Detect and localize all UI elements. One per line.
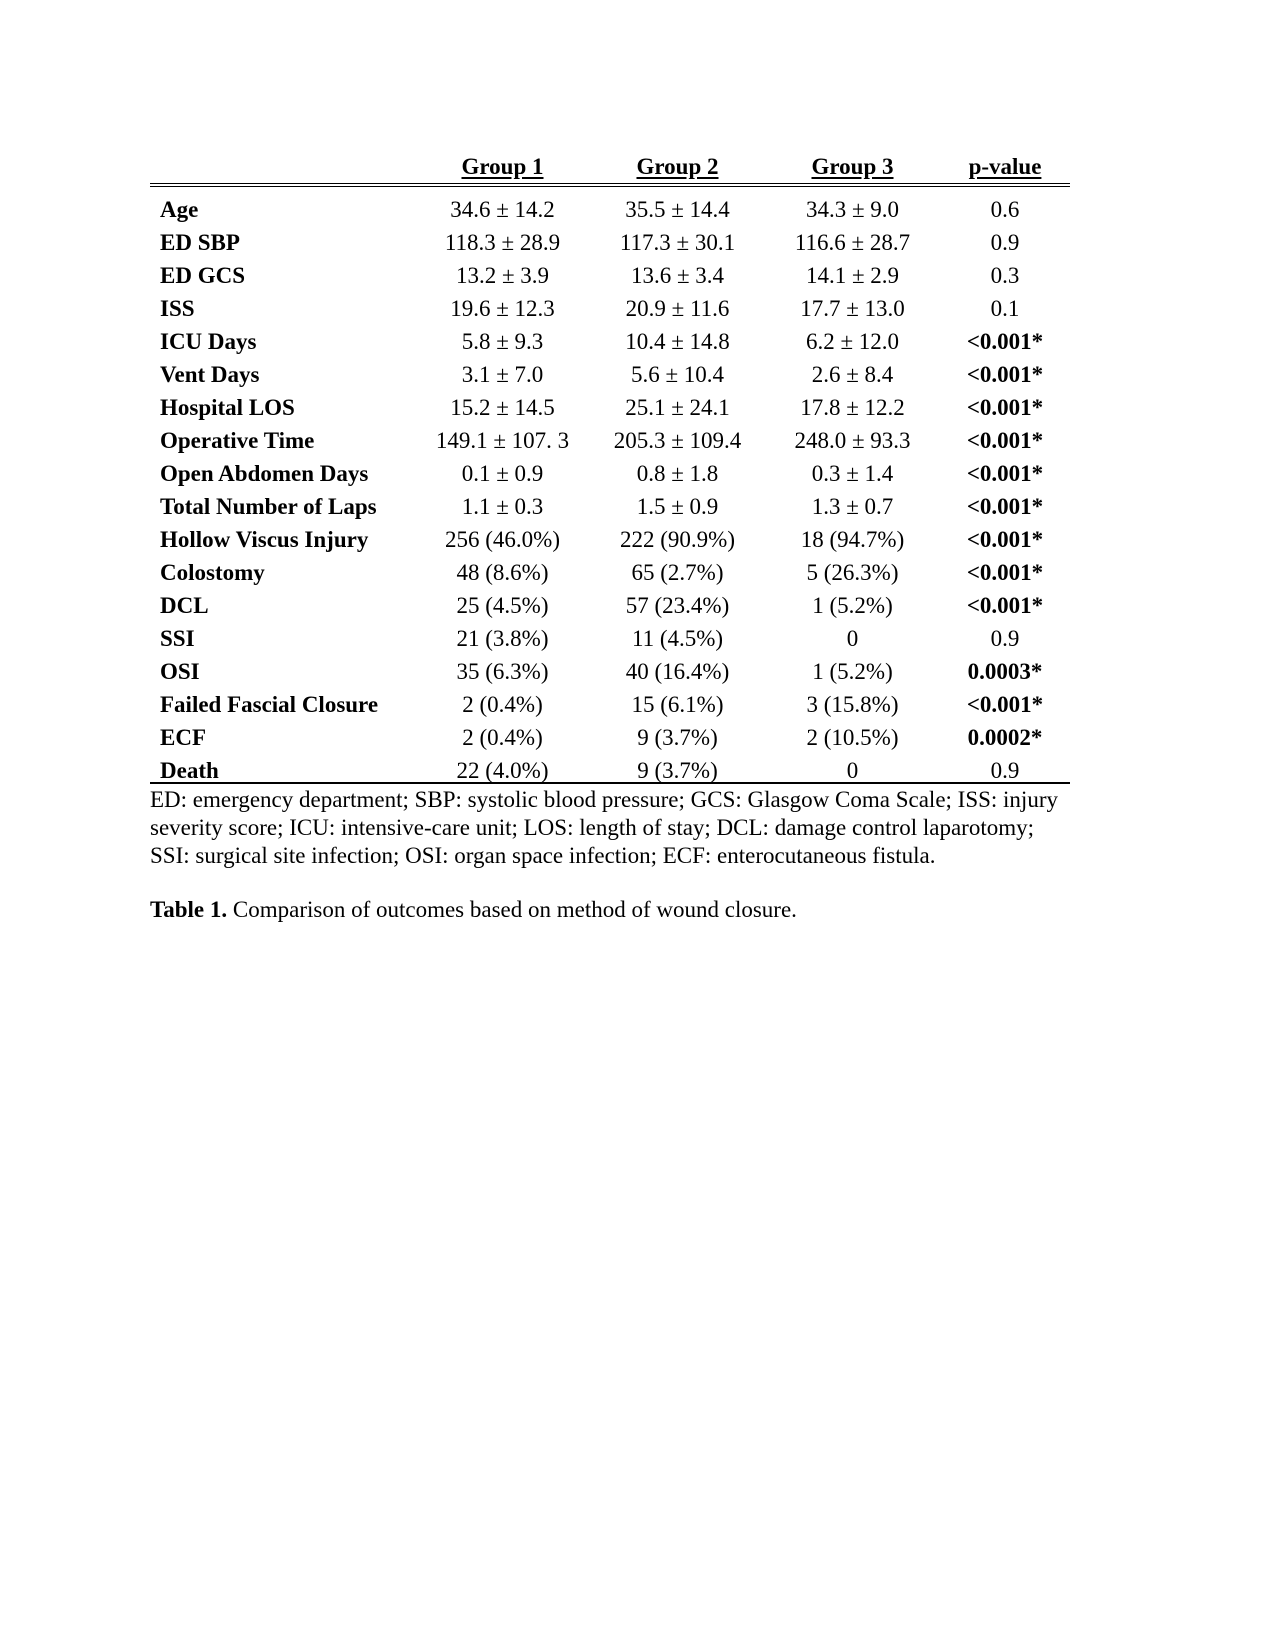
group-3-value: 0 [846,626,859,651]
group-2-value: 25.1 ± 24.1 [625,395,730,420]
row-label: DCL [160,593,209,618]
group-1-value: 118.3 ± 28.9 [444,230,561,255]
group-3-value: 18 (94.7%) [800,527,905,552]
group-2-value: 0.8 ± 1.8 [636,461,719,486]
row-label: SSI [160,626,195,651]
group-3-value: 2 (10.5%) [806,725,899,750]
group-1-value: 2 (0.4%) [462,692,543,717]
row-label: Vent Days [160,362,260,387]
table-row [150,688,1070,721]
table-row [150,490,1070,523]
group-2-value: 20.9 ± 11.6 [625,296,730,321]
group-2-value: 35.5 ± 14.4 [625,197,730,222]
table-body [150,185,1070,783]
table-row [150,358,1070,391]
p-value: <0.001* [966,461,1044,486]
caption-label: Table 1. [150,897,228,922]
header-blank [150,150,415,185]
p-value: 0.1 [990,296,1020,321]
table-row [150,523,1070,556]
header-row [150,150,1070,185]
p-value: <0.001* [966,362,1044,387]
group-2-value: 40 (16.4%) [625,659,730,684]
group-1-value: 35 (6.3%) [456,659,549,684]
p-value: <0.001* [966,560,1044,585]
group-1-value: 256 (46.0%) [445,527,560,552]
group-3-value: 1 (5.2%) [812,593,893,618]
table-row [150,391,1070,424]
group-1-value: 5.8 ± 9.3 [461,329,544,354]
document-page [150,150,1070,924]
group-1-value: 22 (4.0%) [415,754,590,783]
group-1-value: 1.1 ± 0.3 [461,494,544,519]
group-1-value: 48 (8.6%) [456,560,549,585]
row-label: Failed Fascial Closure [160,692,379,717]
group-2-value: 9 (3.7%) [637,725,718,750]
row-label: Hollow Viscus Injury [160,527,369,552]
table-row [150,754,1070,783]
group-3-value: 116.6 ± 28.7 [794,230,911,255]
p-value: 0.9 [940,754,1070,783]
group-2-value: 10.4 ± 14.8 [625,329,730,354]
table-row [150,721,1070,754]
caption-text: Comparison of outcomes based on method of wound closure. [227,897,797,922]
row-label: Operative Time [160,428,315,453]
table-row [150,226,1070,259]
row-label: Age [160,197,199,222]
group-2-value: 13.6 ± 3.4 [630,263,725,288]
p-value: <0.001* [966,494,1044,519]
group-1-value: 21 (3.8%) [456,626,549,651]
group-2-value: 11 (4.5%) [631,626,724,651]
group-1-value: 34.6 ± 14.2 [450,197,555,222]
group-3-value: 1 (5.2%) [812,659,893,684]
p-value: 0.6 [990,197,1020,222]
table-row [150,424,1070,457]
group-3-value: 0 [765,754,940,783]
group-3-value: 14.1 ± 2.9 [805,263,900,288]
group-2-value: 222 (90.9%) [620,527,735,552]
group-2-value: 117.3 ± 30.1 [619,230,736,255]
group-1-value: 25 (4.5%) [456,593,549,618]
p-value: <0.001* [966,395,1044,420]
group-2-value: 205.3 ± 109.4 [613,428,742,453]
row-label: Open Abdomen Days [160,461,369,486]
group-1-value: 3.1 ± 7.0 [461,362,544,387]
p-value: <0.001* [966,428,1044,453]
row-label: ICU Days [160,329,257,354]
table-footnote: ED: emergency department; SBP: systolic blood pressure; GCS: Glasgow Coma Scale; ISS: injury severity score; ICU: intensive-care unit; LOS: length of stay; DCL: damage control laparotomy; SSI: surgical site infection; OSI: organ space infection; ECF: enterocutaneous fistula. [150,787,1058,868]
group-3-value: 3 (15.8%) [806,692,899,717]
group-3-value: 0.3 ± 1.4 [811,461,894,486]
table-row [150,325,1070,358]
table-caption [150,896,1070,924]
group-2-value: 9 (3.7%) [590,754,765,783]
group-3-value: 1.3 ± 0.7 [811,494,894,519]
table-row [150,457,1070,490]
header-group-2: Group 2 [636,154,719,179]
group-3-value: 17.8 ± 12.2 [800,395,905,420]
p-value: 0.9 [990,230,1020,255]
row-label: Hospital LOS [160,395,295,420]
group-2-value: 1.5 ± 0.9 [636,494,719,519]
table-row [150,622,1070,655]
group-2-value: 5.6 ± 10.4 [630,362,725,387]
header-group-1: Group 1 [461,154,544,179]
outcomes-table [150,150,1070,784]
group-3-value: 5 (26.3%) [806,560,899,585]
row-label: ISS [160,296,195,321]
group-3-value: 248.0 ± 93.3 [794,428,911,453]
p-value: 0.0003* [967,659,1043,684]
p-value: 0.9 [990,626,1020,651]
group-3-value: 2.6 ± 8.4 [811,362,894,387]
group-3-value: 17.7 ± 13.0 [800,296,905,321]
row-label: ECF [160,725,206,750]
group-2-value: 57 (23.4%) [625,593,730,618]
header-p-value: p-value [968,154,1042,179]
group-2-value: 15 (6.1%) [631,692,724,717]
group-1-value: 2 (0.4%) [462,725,543,750]
p-value: 0.0002* [967,725,1043,750]
header-group-3: Group 3 [811,154,894,179]
row-label: Colostomy [160,560,265,585]
table-row [150,589,1070,622]
p-value: <0.001* [966,329,1044,354]
group-1-value: 19.6 ± 12.3 [450,296,555,321]
p-value: <0.001* [966,593,1044,618]
group-2-value: 65 (2.7%) [631,560,724,585]
p-value: 0.3 [990,263,1020,288]
table-row [150,556,1070,589]
row-label: OSI [160,659,200,684]
row-label: Death [150,754,415,783]
group-1-value: 149.1 ± 107. 3 [435,428,570,453]
table-row [150,655,1070,688]
group-1-value: 15.2 ± 14.5 [450,395,555,420]
row-label: ED GCS [160,263,245,288]
p-value: <0.001* [966,527,1044,552]
group-3-value: 6.2 ± 12.0 [805,329,900,354]
p-value: <0.001* [966,692,1044,717]
group-1-value: 13.2 ± 3.9 [455,263,550,288]
table-row [150,292,1070,325]
table-row [150,185,1070,226]
table-row [150,259,1070,292]
row-label: ED SBP [160,230,240,255]
group-3-value: 34.3 ± 9.0 [805,197,900,222]
table-header [150,150,1070,185]
group-1-value: 0.1 ± 0.9 [461,461,544,486]
row-label: Total Number of Laps [160,494,377,519]
